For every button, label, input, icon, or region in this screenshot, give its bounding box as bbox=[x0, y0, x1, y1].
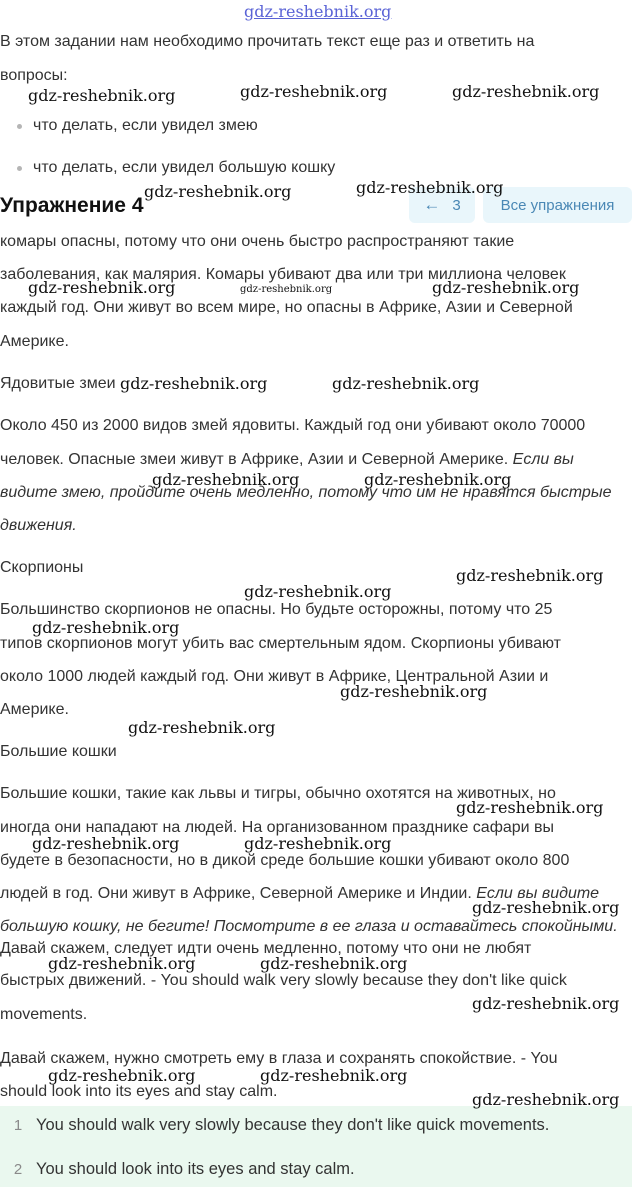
answer-number: 1 bbox=[13, 1116, 23, 1134]
watermark: gdz-reshebnik.org bbox=[364, 470, 512, 489]
answers-block bbox=[0, 1106, 632, 1187]
watermark: gdz-reshebnik.org bbox=[120, 374, 268, 393]
text-line: movements. bbox=[0, 1006, 88, 1023]
watermark: gdz-reshebnik.org bbox=[472, 898, 620, 917]
watermark: gdz-reshebnik.org bbox=[28, 86, 176, 105]
watermark: gdz-reshebnik.org bbox=[128, 718, 276, 737]
text-line: Америке. bbox=[0, 333, 69, 350]
watermark: gdz-reshebnik.org bbox=[244, 582, 392, 601]
text-line: типов скорпионов могут убить вас смертельным ядом. Скорпионы убивают bbox=[0, 635, 561, 652]
exercise-title: Упражнение 4 bbox=[0, 194, 144, 217]
text-line: человек. Опасные змеи живут в Африке, Азии и Северной Америке. Если вы bbox=[0, 451, 574, 468]
watermark: gdz-reshebnik.org bbox=[28, 278, 176, 297]
text-line: should look into its eyes and stay calm. bbox=[0, 1083, 278, 1100]
watermark: gdz-reshebnik.org bbox=[48, 1066, 196, 1085]
watermark: gdz-reshebnik.org bbox=[32, 834, 180, 853]
watermark: gdz-reshebnik.org bbox=[32, 618, 180, 637]
watermark: gdz-reshebnik.org bbox=[244, 834, 392, 853]
section-heading-scorpions: Скорпионы bbox=[0, 559, 84, 576]
text-line: людей в год. Они живут в Африке, Северной Америке и Индии. Если вы видите bbox=[0, 885, 600, 902]
answer-row bbox=[0, 1151, 632, 1187]
watermark: gdz-reshebnik.org bbox=[260, 1066, 408, 1085]
text-line: иногда они нападают на людей. На организованном празднике сафари вы bbox=[0, 819, 555, 836]
text-line: Давай скажем, следует идти очень медленно, потому что они не любят bbox=[0, 940, 532, 957]
watermark: gdz-reshebnik.org bbox=[340, 682, 488, 701]
answer-number: 2 bbox=[13, 1160, 23, 1178]
watermark: gdz-reshebnik.org bbox=[472, 1090, 620, 1109]
watermark: gdz-reshebnik.org bbox=[472, 994, 620, 1013]
bullet-item-cat: что делать, если увидел большую кошку bbox=[33, 159, 336, 176]
watermark: gdz-reshebnik.org bbox=[332, 374, 480, 393]
watermark: gdz-reshebnik.org bbox=[452, 82, 600, 101]
watermark: gdz-reshebnik.org bbox=[456, 798, 604, 817]
section-heading-snakes: Ядовитые змеи bbox=[0, 375, 116, 392]
watermark: gdz-reshebnik.org bbox=[152, 470, 300, 489]
text-line-italic: большую кошку, не бегите! Посмотрите в ее глаза и оставайтесь спокойными. bbox=[0, 918, 618, 935]
text-line: Большинство скорпионов не опасны. Но будьте осторожны, потому что 25 bbox=[0, 601, 553, 618]
bullet-dot bbox=[17, 124, 22, 129]
text-line: около 1000 людей каждый год. Они живут в Африке, Центральной Азии и bbox=[0, 668, 549, 685]
text-line: заболевания, как малярия. Комары убивают два или три миллиона человек bbox=[0, 266, 566, 283]
text-line: Большие кошки, такие как львы и тигры, обычно охотятся на животных, но bbox=[0, 785, 556, 802]
intro-line-1: В этом задании нам необходимо прочитать текст еще раз и ответить на bbox=[0, 33, 535, 50]
text-line: Около 450 из 2000 видов змей ядовиты. Каждый год они убивают около 70000 bbox=[0, 417, 586, 434]
watermark: gdz-reshebnik.org bbox=[260, 954, 408, 973]
bullet-item-snake: что делать, если увидел змею bbox=[33, 117, 258, 134]
answer-row bbox=[0, 1107, 632, 1143]
watermark: gdz-reshebnik.org bbox=[48, 954, 196, 973]
bullet-dot bbox=[17, 166, 22, 171]
watermark: gdz-reshebnik.org bbox=[432, 278, 580, 297]
watermark: gdz-reshebnik.org bbox=[240, 284, 333, 295]
watermark: gdz-reshebnik.org bbox=[144, 182, 292, 201]
text-line: комары опасны, потому что они очень быстро распространяют такие bbox=[0, 233, 515, 250]
arrow-left-icon: ← bbox=[423, 195, 441, 214]
text-line-italic: видите змею, пройдите очень медленно, потому что им не нравятся быстрые bbox=[0, 484, 612, 501]
section-heading-cats: Большие кошки bbox=[0, 743, 117, 760]
answer-text: You should walk very slowly because they don't like quick movements. bbox=[36, 1115, 550, 1134]
text-line: Америке. bbox=[0, 701, 69, 718]
watermark: gdz-reshebnik.org bbox=[356, 178, 504, 197]
intro-line-2: вопросы: bbox=[0, 67, 68, 84]
top-watermark-link[interactable]: gdz-reshebnik.org bbox=[244, 2, 392, 21]
text-line: Давай скажем, нужно смотреть ему в глаза и сохранять спокойствие. - You bbox=[0, 1050, 558, 1067]
watermark: gdz-reshebnik.org bbox=[240, 82, 388, 101]
all-exercises-label: Все упражнения bbox=[500, 196, 615, 214]
all-exercises-button[interactable] bbox=[483, 187, 632, 223]
watermark: gdz-reshebnik.org bbox=[456, 566, 604, 585]
text-line: быстрых движений. - You should walk very slowly because they don't like quick bbox=[0, 972, 567, 989]
answer-text: You should look into its eyes and stay calm. bbox=[36, 1159, 355, 1178]
text-line: будете в безопасности, но в дикой среде большие кошки убивают около 800 bbox=[0, 852, 570, 869]
text-line-italic: движения. bbox=[0, 517, 77, 534]
text-line: каждый год. Они живут во всем мире, но опасны в Африке, Азии и Северной bbox=[0, 299, 573, 316]
prev-exercise-number: 3 bbox=[452, 196, 461, 214]
